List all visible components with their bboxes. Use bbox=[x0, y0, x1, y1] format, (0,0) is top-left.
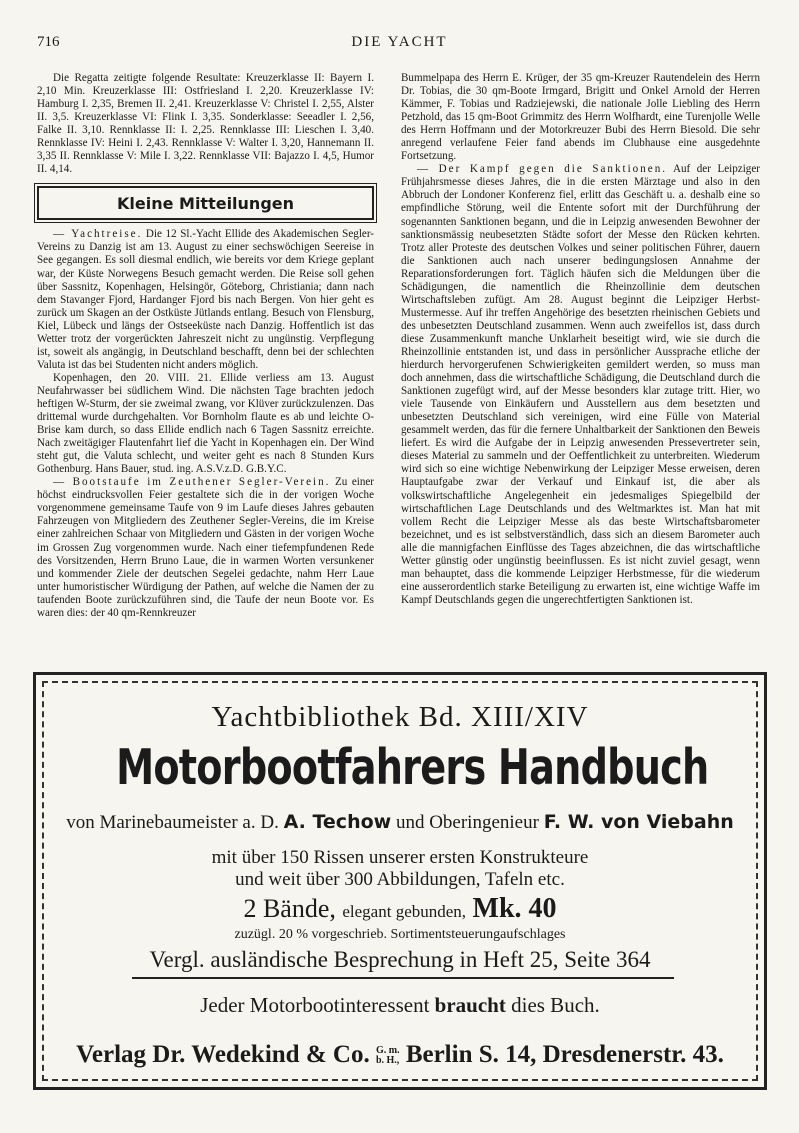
ad-interest-prefix: Jeder Motorbootinteressent bbox=[200, 993, 430, 1017]
ad-surcharge: zuzügl. 20 % vorgeschrieb. Sortimentsteuerungaufschlages bbox=[234, 927, 566, 942]
ad-title: Motorbootfahrers Handbuch bbox=[116, 739, 709, 796]
ad-author-1: A. Techow bbox=[283, 811, 392, 833]
ad-interest bbox=[36, 993, 764, 1018]
advertisement bbox=[33, 672, 767, 1090]
ad-gmbh bbox=[376, 1046, 400, 1066]
page-number: 716 bbox=[37, 34, 60, 50]
ad-interest-bold: braucht bbox=[434, 993, 506, 1017]
article-body: Auf der Leipziger Frühjahrsmesse dieses Jahres, die in die ersten Märztage und also in den Abbruch der Londoner Konferenz fiel, erlitt das Geschäft u. a. deshalb eine so empfindliche Störung, weil die Entente sofort mit der Durchführung der sogenannten Sanktionen begann, und die in Leipzig anwesenden Bewohner der sanktionsmässig neubesetzten Städte sofort der Messe den Rücken kehrten. Trotz aller Proteste des deutschen Volkes und seiner politischen Führer, dauern die Sanktionen auch nach unserer bedingungslosen Annahme der Reparationsforderungen fort. Täglich häufen sich die Meldungen über die Schädigungen, die namentlich die Rheinzollinie dem deutschen Wirtschaftsleben zufügt. Am 28. August beginnt die Leipziger Herbst-Mustermesse. Auf ihr treffen Angehörige des besetzten rheinischen Gebiets und des unbesetzten Deutschland zusammen. Wenn auch zweifellos ist, dass durch diese Zusammenkunft manche Unklarheit beseitigt wird, wie sie durch die Rheinzollinie entstanden ist, und dass in persönlicher Aussprache etliche der hierdurch hervorgerufenen Schwierigkeiten gemildert werden, so muss man doch annehmen, dass die wirtschaftliche Schädigung, die Deutschland durch die Sanktionen zugefügt wird, auf der Messe besonders klar zutage tritt. Hier, wo viele Tausende von Einkäufern und Ausstellern aus dem besetzten und unbesetzten Deutschland sich vereinigen, wird eine Fülle von Material gesammelt werden, das für die fernere Unhaltbarkeit der Sanktionen den Beweis liefert. Es wird die Aufgabe der in Leipzig anwesenden Pressevertreter sein, dieses Material zu sammeln und der Oeffentlichkeit zu unterbreiten. Wiederum wird sich so eine wichtige Nebenwirkung der Leipziger Messe erweisen, deren Hauptaufgabe zwar der Verkauf und Einkauf ist, die aber als volkswirtschaftliche Angelegenheit ein jedesmaliges Spiegelbild der wirtschaftlichen Lage Deutschlands und des Weltmarktes ist. Man hat mit vollem Recht die Leipziger Messe als das beste Wirtschaftsbarometer bezeichnet, und es ist selbstverständlich, dass sich an diesem Barometer auch alle die mannigfachen Einflüsse des Tages abzeichnen, die das wirtschaftliche Wetter günstig oder ungünstig beeinflussen. Es ist nicht zuviel gesagt, wenn man behauptet, dass die kommende Leipziger Herbstmesse, für die wiederum eine ausserordentlich starke Beteiligung zu erwarten ist, eine wichtige Waffe im Kampf Deutschlands gegen die ungerechtfertigten Sanktionen ist. bbox=[401, 163, 760, 606]
article-continuation: Bummelpapa des Herrn E. Krüger, der 35 qm-Kreuzer Rautendelein des Herrn Dr. Tobias, die 30 qm-Boote Irmgard, Brigitt und Onkel Arnold der Herren Kämmer, F. Tobias und Radziejewski, die nationale Jolle Liebling des Herrn Petzhold, das 15 qm-Boot Grimmitz des Herrn Wolfhardt, eine Turenjolle Welle des Herrn Hoffmann und der Motorkreuzer Bubi des Herrn Biesold. Die sehr anregend verlaufene Feier fand abends im Clubhause eine ausgedehnte Fortsetzung. bbox=[401, 72, 760, 163]
section-title: Kleine Mitteilungen bbox=[116, 193, 295, 213]
running-head: DIE YACHT bbox=[351, 34, 448, 50]
article-body: Die 12 Sl.-Yacht Ellide des Akademischen Segler-Vereins zu Danzig ist am 13. August zu einer sechswöchigen Seereise in See gegangen. Es soll diesmal endlich, wie bereits vor dem Kriege geplant war, der Küste Norwegens Besuch gemacht werden. Die Reise soll gehen über Sassnitz, Kopenhagen, Helsingör, Göteborg, Christiania; dann nach dem Stavanger Fjord, Hardanger Fjord bis nach Bergen. Von hier geht es zurück um Skagen an der Ostküste Jütlands entlang. Besuch von Flensburg, Kiel, Lübeck und längs der Ostseeküste nach Danzig. Hoffentlich ist das Wetter trotz der vorgerückten Jahreszeit nicht zu ungünstig. Verpflegung ist, soweit als angängig, in Deutschland beschafft, denn bei der schlechten Valuta ist das bei Studenten nicht anders möglich. bbox=[37, 228, 374, 371]
ad-author-2: F. W. von Viebahn bbox=[543, 811, 734, 833]
ad-binding: elegant gebunden, bbox=[342, 902, 467, 921]
ad-publisher bbox=[36, 1041, 764, 1069]
ad-volumes: 2 Bände, bbox=[243, 894, 336, 923]
ad-gmbh-bottom: b. H., bbox=[375, 1055, 400, 1067]
article-lead: — Yachtreise. bbox=[53, 228, 143, 241]
ad-authors-prefix: von Marinebaumeister a. D. bbox=[66, 812, 279, 833]
ad-series: Yachtbibliothek Bd. XIII/XIV bbox=[211, 701, 589, 733]
article-lead: — Der Kampf gegen die Sanktionen. bbox=[417, 163, 668, 176]
ad-review: Vergl. ausländische Besprechung in Heft 25, Seite 364 bbox=[149, 947, 651, 972]
article-sanktionen bbox=[401, 163, 760, 607]
ad-price: Mk. 40 bbox=[472, 893, 557, 924]
article-lead: — Bootstaufe im Zeuthener Segler-Verein. bbox=[53, 476, 331, 489]
ad-interest-suffix: dies Buch. bbox=[511, 993, 600, 1017]
right-column bbox=[401, 72, 760, 607]
ad-address: Berlin S. 14, Dresdenerstr. 43. bbox=[405, 1041, 724, 1068]
ad-publisher-name: Verlag Dr. Wedekind & Co. bbox=[76, 1041, 370, 1068]
article-kopenhagen: Kopenhagen, den 20. VIII. 21. Ellide verliess am 13. August Neufahrwasser bei südlichem Wind. Die nächsten Tage brachten jedoch heftigen W-Sturm, der sie zweimal zwang, vor Klüver zurückzulenzen. Das drittemal wurde durchgehalten. Vor Bornholm flaute es ab und leichte O-Brise kam durch, so dass Ellide endlich nach 6 Tagen Sassnitz erreichte. Nach zweitägiger Flautenfahrt lief die Yacht in Kopenhagen ein. Der Wind steht gut, die Valuta schlecht, und weiter geht es nach 8 Stunden Kurs Gothenburg. Hans Bauer, stud. ing. A.S.V.z.D. G.B.Y.C. bbox=[37, 371, 374, 476]
article-body: Zu einer höchst eindrucksvollen Feier gestaltete sich die in der vorigen Woche vorgenommene gemeinsame Taufe von 9 im Laufe dieses Jahres gebauten Fahrzeugen von Mitgliedern des Zeuthener Segler-Vereins, die im Kreise einer zahlreichen Schaar von Mitgliedern und Gästen in der vorigen Woche im Grossen Zug vorgenommen wurde. Nach einer tiefempfundenen Rede des Vorsitzenden, Herrn Bruno Laue, die in warmen Worten versunkener und kommender Ziele der deutschen Segelei gedachte, nahm Herr Laue unter humoristischer Würdigung der Pathen, auf welche die Namen der zu taufenden Boote zurückzuführen sind, die Taufe der neun Boote vor. Es waren dies: der 40 qm-Rennkreuzer bbox=[37, 476, 375, 619]
left-column bbox=[37, 72, 374, 620]
ad-gmbh-top: G. m. bbox=[375, 1045, 400, 1057]
ad-authors-middle: und Oberingenieur bbox=[395, 812, 539, 833]
ad-authors bbox=[36, 811, 764, 834]
ad-divider bbox=[132, 977, 674, 979]
section-heading-box bbox=[37, 186, 374, 220]
regatta-results: Die Regatta zeitigte folgende Resultate: Kreuzerklasse II: Bayern I. 2,10 Min. Kreuzerklasse III: Ostfriesland I. 2,20. Kreuzerklasse IV: Hamburg I. 2,35, Bremen II. 2,41. Kreuzerklasse V: Christel I. 2,55, Alster II. 3,5. Kreuzerklasse VI: Flink I. 3,35. Sonderklasse: Seeadler I. 2,56, Falke II. 3,10. Rennklasse II: I. 2,25. Rennklasse III: Lieschen I. 3,40. Rennklasse IV: Heini I. 2,43. Rennklasse V: Walter I. 3,20, Hannemann II. 3,35 II. Rennklasse V: Mile I. 3,22. Rennklasse VII: Bajazzo I. 4,5, Humor II. 4,14. bbox=[37, 72, 374, 176]
article-yachtreise bbox=[37, 228, 374, 372]
article-bootstaufe bbox=[37, 476, 374, 620]
ad-contents-line-1: mit über 150 Rissen unserer ersten Konstrukteure bbox=[211, 847, 589, 868]
ad-contents-line-2: und weit über 300 Abbildungen, Tafeln etc. bbox=[235, 869, 565, 890]
ad-price-line bbox=[36, 893, 764, 925]
